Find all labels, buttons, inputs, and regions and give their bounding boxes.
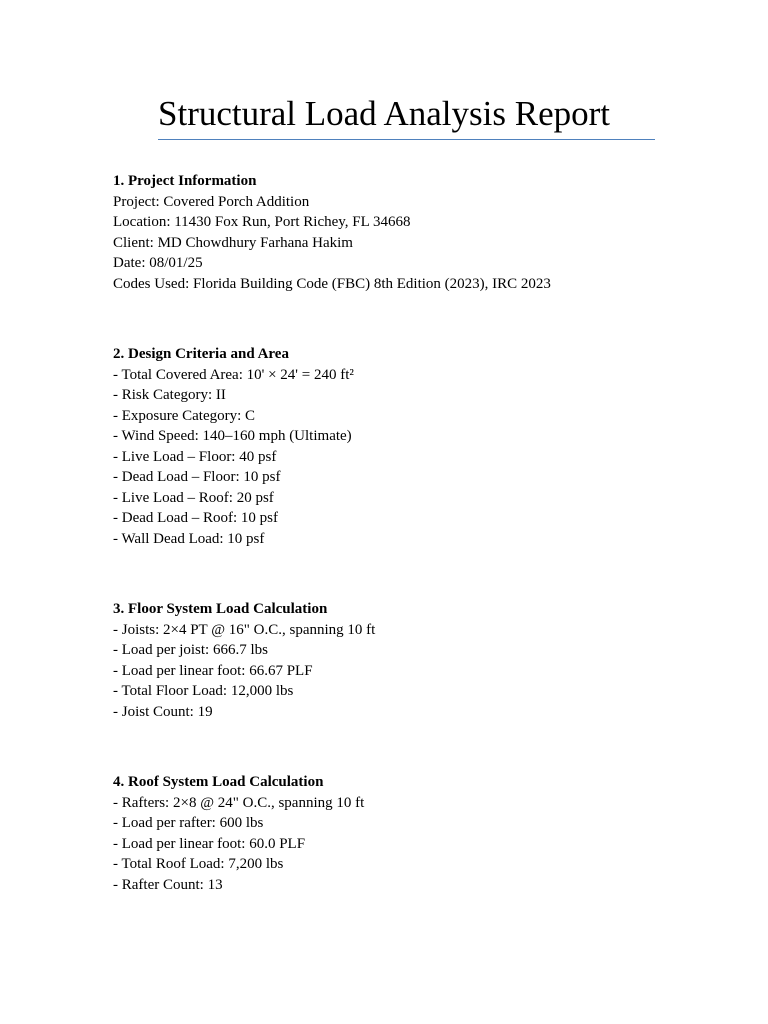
- list-item: - Dead Load – Floor: 10 psf: [113, 469, 281, 485]
- client-line: Client: MD Chowdhury Farhana Hakim: [113, 234, 353, 251]
- project-name-line: Project: Covered Porch Addition: [113, 193, 310, 210]
- date-line: Date: 08/01/25: [113, 255, 203, 271]
- list-item: - Total Roof Load: 7,200 lbs: [113, 856, 284, 872]
- list-item: - Load per linear foot: 60.0 PLF: [113, 835, 306, 852]
- section-heading: 4. Roof System Load Calculation: [113, 774, 324, 790]
- list-item: - Rafter Count: 13: [113, 876, 223, 893]
- list-item: - Rafters: 2×8 @ 24" O.C., spanning 10 ft: [113, 794, 365, 811]
- list-item: - Load per rafter: 600 lbs: [113, 815, 264, 831]
- section-design-criteria: [113, 344, 713, 549]
- section-heading: 2. Design Criteria and Area: [113, 346, 289, 362]
- list-item: - Total Covered Area: 10' × 24' = 240 ft²: [113, 366, 354, 383]
- section-heading: 3. Floor System Load Calculation: [113, 601, 328, 617]
- list-item: - Load per joist: 666.7 lbs: [113, 642, 268, 658]
- list-item: - Live Load – Roof: 20 psf: [113, 489, 274, 506]
- list-item: - Load per linear foot: 66.67 PLF: [113, 662, 313, 679]
- list-item: - Exposure Category: C: [113, 407, 256, 424]
- list-item: - Risk Category: II: [113, 387, 226, 403]
- page-title: Structural Load Analysis Report: [158, 94, 611, 133]
- list-item: - Wall Dead Load: 10 psf: [113, 530, 265, 547]
- title-underline: [158, 139, 655, 140]
- location-line: Location: 11430 Fox Run, Port Richey, FL 34668: [113, 214, 411, 230]
- section-heading: 1. Project Information: [113, 173, 257, 189]
- title-block: [158, 90, 655, 140]
- list-item: - Wind Speed: 140–160 mph (Ultimate): [113, 428, 352, 444]
- section-roof-system: [113, 772, 713, 895]
- list-item: - Total Floor Load: 12,000 lbs: [113, 683, 294, 699]
- list-item: - Joists: 2×4 PT @ 16" O.C., spanning 10 ft: [113, 621, 376, 638]
- section-project-information: [113, 171, 713, 294]
- list-item: - Joist Count: 19: [113, 703, 213, 720]
- list-item: - Dead Load – Roof: 10 psf: [113, 510, 278, 526]
- codes-used-line: Codes Used: Florida Building Code (FBC) 8th Edition (2023), IRC 2023: [113, 275, 551, 292]
- list-item: - Live Load – Floor: 40 psf: [113, 448, 277, 465]
- section-floor-system: [113, 599, 713, 722]
